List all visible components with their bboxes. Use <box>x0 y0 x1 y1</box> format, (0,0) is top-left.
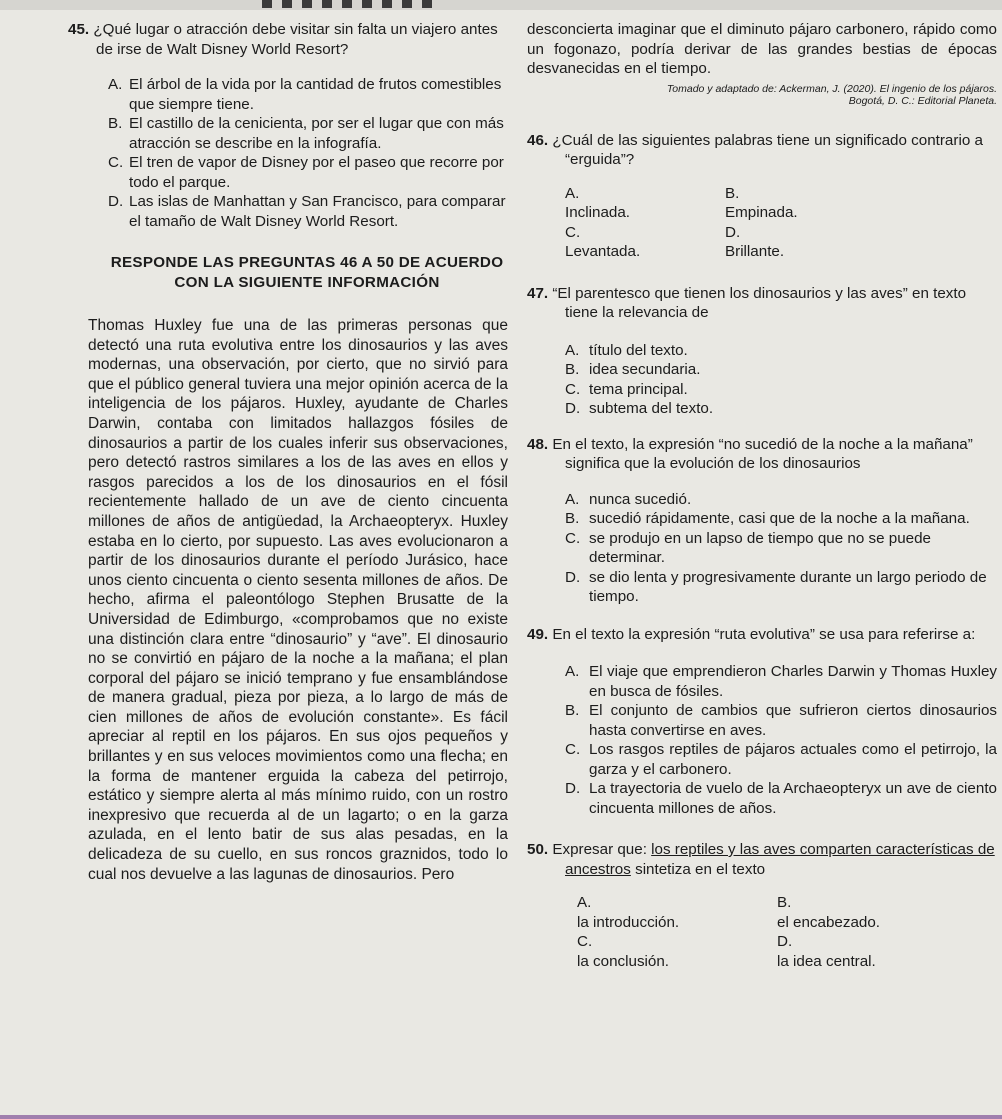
option-b[interactable]: B. El conjunto de cambios que sufrieron ciertos dinosaurios hasta convertirse en aves. <box>565 702 997 739</box>
option-a[interactable]: A. la introducción. <box>577 894 680 931</box>
question-number: 46. <box>527 131 549 149</box>
option-d[interactable]: D. La trayectoria de vuelo de la Archaeopteryx un ave de ciento cincuenta millones de años. <box>565 780 997 817</box>
question-text: En el texto la expresión “ruta evolutiva” se usa para referirse a: <box>552 625 976 643</box>
source-citation: Tomado y adaptado de: Ackerman, J. (2020). El ingenio de los pájaros. <box>666 82 997 95</box>
question-number: 48. <box>527 435 549 453</box>
question-45 <box>68 20 508 231</box>
reading-passage-continued: desconcierta imaginar que el diminuto pájaro carbonero, rápido como un fogonazo, podría derivar de las grandes bestias de épocas desvanecidas en el tiempo. <box>527 21 997 77</box>
option-c[interactable]: C. Levantada. <box>565 223 641 260</box>
question-49 <box>527 625 997 819</box>
option-d[interactable]: D. subtema del texto. <box>565 400 714 417</box>
source-citation-2: Bogotá, D. C.: Editorial Planeta. <box>848 94 997 107</box>
option-a[interactable]: A. Inclinada. <box>565 184 631 221</box>
question-text: ¿Qué lugar o atracción debe visitar sin falta un viajero antes de irse de Walt Disney World Resort? <box>93 21 498 58</box>
option-a[interactable]: A. título del texto. <box>565 341 688 359</box>
option-a[interactable]: A. El árbol de la vida por la cantidad de frutos comestibles que siempre tiene. <box>108 76 502 113</box>
question-text: Expresar que: <box>552 841 647 858</box>
question-number: 47. <box>527 284 549 302</box>
option-c[interactable]: C. la conclusión. <box>577 933 670 970</box>
question-text: En el texto, la expresión “no sucedió de la noche a la mañana” significa que la evolución de los dinosaurios <box>552 435 973 472</box>
question-text-underlined: los reptiles y las aves comparten características de ancestros <box>565 841 995 878</box>
option-a[interactable]: A. nunca sucedió. <box>565 490 692 508</box>
question-number: 49. <box>527 625 549 643</box>
question-50 <box>527 840 997 971</box>
option-b[interactable]: B. Empinada. <box>725 184 798 221</box>
option-c[interactable]: C. tema principal. <box>565 380 688 398</box>
option-b[interactable]: B. El castillo de la cenicienta, por ser el lugar que con más atracción se describe en la infografía. <box>108 115 504 152</box>
option-c[interactable]: C. Los rasgos reptiles de pájaros actuales como el petirrojo, la garza y el carbonero. <box>565 741 997 778</box>
right-column <box>527 20 997 971</box>
option-b[interactable]: B. sucedió rápidamente, casi que de la noche a la mañana. <box>565 510 970 527</box>
option-b[interactable]: B. el encabezado. <box>777 894 881 931</box>
question-text: “El parentesco que tienen los dinosaurios y las aves” en texto tiene la relevancia de <box>552 284 967 321</box>
question-48 <box>527 435 997 607</box>
option-b[interactable]: B. idea secundaria. <box>565 361 701 378</box>
question-number: 50. <box>527 841 549 858</box>
section-header: RESPONDE LAS PREGUNTAS 46 A 50 DE ACUERDO CON LA SIGUIENTE INFORMACIÓN <box>110 254 504 291</box>
option-a[interactable]: A. El viaje que emprendieron Charles Darwin y Thomas Huxley en busca de fósiles. <box>565 663 997 700</box>
page-bottom-edge <box>0 1115 1002 1119</box>
left-column <box>68 20 508 884</box>
question-text-end: sintetiza en el texto <box>635 860 766 878</box>
question-text: ¿Cuál de las siguientes palabras tiene un significado contrario a “erguida”? <box>552 131 983 168</box>
option-d[interactable]: D. se dio lenta y progresivamente durante un largo periodo de tiempo. <box>565 568 987 605</box>
question-46 <box>527 131 997 262</box>
option-c[interactable]: C. El tren de vapor de Disney por el paseo que recorre por todo el parque. <box>108 154 504 191</box>
option-d[interactable]: D. la idea central. <box>777 933 876 970</box>
option-d[interactable]: D. Las islas de Manhattan y San Francisco, para comparar el tamaño de Walt Disney World Resort. <box>108 193 506 230</box>
option-c[interactable]: C. se produjo en un lapso de tiempo que no se puede determinar. <box>565 529 931 566</box>
option-d[interactable]: D. Brillante. <box>725 223 785 260</box>
question-47 <box>527 284 997 419</box>
reading-passage: Thomas Huxley fue una de las primeras personas que detectó una ruta evolutiva entre los dinosaurios y las aves modernas, una observación, por cierto, que no sirvió para que el público general tuviera una mejor opinión acerca de la inteligencia de los pájaros. Huxley, ayudante de Charles Darwin, contaba con limitados hallazgos fósiles de dinosaurios a partir de los cuales inferir sus observaciones, pero detectó rastros similares a los de las aves en ellos y rasgos parecidos a los de los dinosaurios en el fósil recientemente hallado de un ave de ciento cincuenta millones de años de antigüedad, la Archaeopteryx. Huxley estaba en lo cierto, por supuesto. Las aves evolucionaron a partir de los dinosaurios durante el período Jurásico, hace unos ciento cincuenta o ciento sesenta millones de años. De hecho, afirma el paleontólogo Stephen Brusatte de la Universidad de Edimburgo, «comprobamos que no existe una distinción clara entre “dinosaurio” y “ave”. El dinosaurio no se convirtió en pájaro de la noche a la mañana; el plan corporal del pájaro se inició temprano y fue ensamblándose de manera gradual, pieza por pieza, a lo largo de más de cien millones de años de evolución constante». Es fácil apreciar al reptil en los pájaros. En sus ojos pequeños y brillantes y en sus veloces movimientos como una flecha; en la forma de mantener erguida la cabeza del petirrojo, estático y siempre alerta al más mínimo ruido, con un rostro inexpresivo que recuerda al de un lagarto; o en la garza azulada, en el lento batir de sus alas pesadas, en la delicadeza de su cuello, en sus roncos graznidos, todo lo cual nos devuelve a las lagunas de dinosaurios. Pero <box>88 317 508 883</box>
question-number: 45. <box>68 21 90 38</box>
